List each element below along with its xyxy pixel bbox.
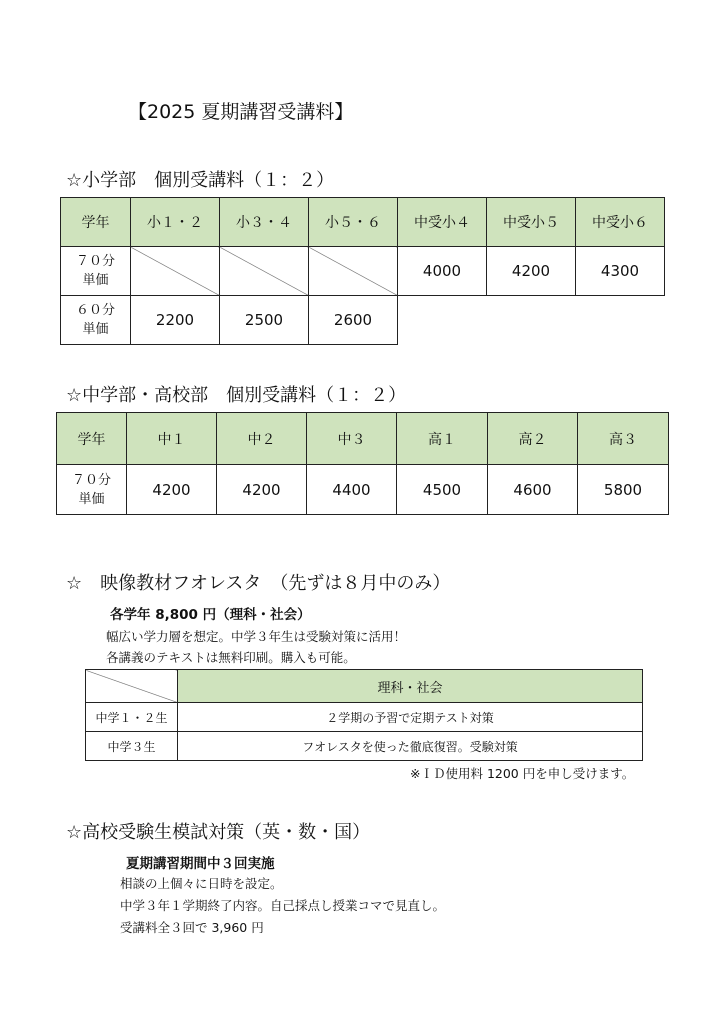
- price-cell: 4200: [487, 247, 576, 296]
- table-row: [61, 247, 665, 296]
- not-applicable-cell: [220, 247, 309, 296]
- not-applicable-cell: [131, 247, 220, 296]
- header-cell: 高３: [578, 413, 669, 465]
- header-cell: 小５・６: [309, 198, 398, 247]
- price-cell: 4200: [217, 465, 307, 515]
- middle-high-section-title: ☆中学部・高校部 個別受講料（１：２）: [66, 385, 407, 406]
- header-cell: 学年: [61, 198, 131, 247]
- content-cell: フオレスタを使った徹底復習。受験対策: [178, 732, 643, 761]
- header-cell: 中受小５: [487, 198, 576, 247]
- table-header-row: [86, 670, 643, 703]
- table-row: [86, 732, 643, 761]
- exam-headline: 夏期講習期間中３回実施: [126, 856, 275, 872]
- elementary-fee-table: [60, 197, 665, 345]
- price-cell: 2600: [309, 296, 398, 345]
- video-course-table: [85, 669, 643, 761]
- corner-cell: [86, 670, 178, 703]
- elementary-section-title: ☆小学部 個別受講料（１：２）: [66, 170, 335, 191]
- price-cell: 5800: [578, 465, 669, 515]
- header-cell: 中３: [307, 413, 397, 465]
- table-header-row: [57, 413, 669, 465]
- header-cell: 高１: [397, 413, 488, 465]
- header-cell: 中２: [217, 413, 307, 465]
- page-title: 【2025 夏期講習受講料】: [128, 101, 354, 123]
- header-cell: 高２: [488, 413, 578, 465]
- exam-description-2: 中学３年１学期終了内容。自己採点し授業コマで見直し。: [120, 898, 446, 913]
- price-cell: 4200: [127, 465, 217, 515]
- empty-area: [398, 296, 665, 345]
- grade-cell: 中学３生: [86, 732, 178, 761]
- table-header-row: [61, 198, 665, 247]
- price-cell: 4400: [307, 465, 397, 515]
- row-label: ６０分 単価: [61, 296, 131, 345]
- table-row: [61, 296, 665, 345]
- price-cell: 4300: [576, 247, 665, 296]
- id-fee-note: ※ＩＤ使用料 1200 円を申し受けます。: [410, 766, 635, 781]
- header-cell: 中受小４: [398, 198, 487, 247]
- row-label: ７０分 単価: [61, 247, 131, 296]
- exam-section-title: ☆高校受験生模試対策（英・数・国）: [66, 822, 371, 843]
- middle-high-fee-table: [56, 412, 669, 515]
- row-label: ７０分 単価: [57, 465, 127, 515]
- table-row: [86, 703, 643, 732]
- video-price: 各学年 8,800 円（理科・社会）: [110, 607, 311, 623]
- price-cell: 4500: [397, 465, 488, 515]
- header-cell: 中１: [127, 413, 217, 465]
- table-row: [57, 465, 669, 515]
- header-cell: 学年: [57, 413, 127, 465]
- content-cell: ２学期の予習で定期テスト対策: [178, 703, 643, 732]
- not-applicable-cell: [309, 247, 398, 296]
- price-cell: 2200: [131, 296, 220, 345]
- header-cell: 小１・２: [131, 198, 220, 247]
- video-description-2: 各講義のテキストは無料印刷。購入も可能。: [106, 650, 356, 665]
- price-cell: 4000: [398, 247, 487, 296]
- price-cell: 4600: [488, 465, 578, 515]
- grade-cell: 中学１・２生: [86, 703, 178, 732]
- header-cell: 理科・社会: [178, 670, 643, 703]
- video-description-1: 幅広い学力層を想定。中学３年生は受験対策に活用！: [106, 629, 407, 644]
- header-cell: 小３・４: [220, 198, 309, 247]
- exam-fee: 受講料全３回で 3,960 円: [120, 920, 264, 935]
- header-cell: 中受小６: [576, 198, 665, 247]
- exam-description-1: 相談の上個々に日時を設定。: [120, 876, 283, 891]
- price-cell: 2500: [220, 296, 309, 345]
- video-section-title: ☆ 映像教材フオレスタ （先ずは８月中のみ）: [66, 573, 451, 594]
